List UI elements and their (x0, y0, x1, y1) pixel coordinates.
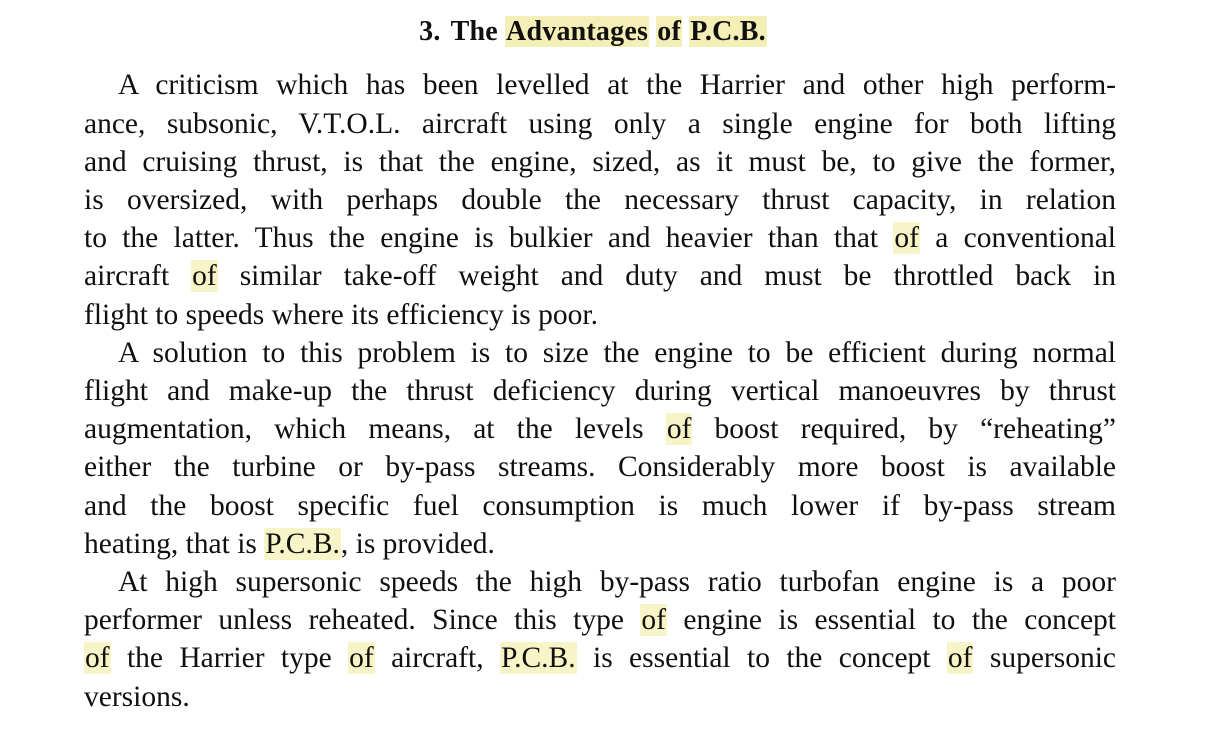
paragraph-indent (84, 334, 118, 372)
highlighted-text: of (641, 604, 666, 637)
paragraph-2 (84, 334, 1116, 563)
highlighted-text: P.C.B. (265, 527, 340, 560)
heading-highlight-of: of (657, 16, 681, 47)
plain-text: engine is essential to the concept (666, 604, 1116, 637)
heading-text-before: The (450, 16, 498, 47)
plain-text: the Harrier type (110, 642, 349, 675)
highlighted-text: of (349, 642, 374, 675)
text-line (84, 257, 1116, 295)
paragraph-indent (84, 563, 118, 601)
highlighted-text: of (666, 413, 692, 446)
text-line (84, 296, 1116, 334)
text-line (84, 563, 1116, 601)
plain-text: a conventional (919, 222, 1116, 255)
plain-text: ance, subsonic, V.T.O.L. aircraft using only a single engine for both lifting (84, 107, 1116, 140)
highlighted-text: of (192, 260, 217, 293)
highlighted-text: of (947, 642, 973, 675)
plain-text: supersonic (973, 642, 1117, 675)
paragraph-1 (84, 66, 1116, 333)
highlighted-text: of (85, 642, 110, 675)
plain-text: flight and make-up the thrust deficiency during vertical manoeuvres by thrust (84, 375, 1116, 408)
plain-text: versions. (84, 680, 190, 713)
text-line (84, 448, 1116, 486)
text-line (84, 410, 1116, 448)
section-number: 3. (419, 16, 441, 47)
paragraph-indent (84, 66, 118, 104)
plain-text: to the latter. Thus the engine is bulkier and heavier than that (84, 222, 894, 255)
text-line (84, 219, 1116, 257)
plain-text: and the boost specific fuel consumption is much lower if by-pass stream (84, 489, 1116, 522)
text-line (84, 601, 1116, 639)
paragraph-container (84, 66, 1116, 715)
plain-text: aircraft, (374, 642, 500, 675)
text-line (84, 143, 1116, 181)
plain-text: performer unless reheated. Since this type (84, 604, 641, 637)
text-line (84, 525, 1116, 563)
plain-text: similar take-off weight and duty and must be throttled back in (217, 260, 1116, 293)
text-line (84, 105, 1116, 143)
text-line (84, 678, 1116, 716)
section-heading (84, 14, 1116, 50)
text-line (84, 181, 1116, 219)
plain-text: is essential to the concept (576, 642, 947, 675)
plain-text: At high supersonic speeds the high by-pass ratio turbofan engine is a poor (118, 566, 1116, 599)
plain-text: and cruising thrust, is that the engine, sized, as it must be, to give the former, (84, 145, 1116, 178)
body-text (84, 66, 1116, 715)
plain-text: either the turbine or by-pass streams. Considerably more boost is available (84, 451, 1116, 484)
plain-text: aircraft (84, 260, 192, 293)
highlighted-text: P.C.B. (500, 642, 576, 675)
text-line (84, 487, 1116, 525)
plain-text: boost required, by “reheating” (692, 413, 1116, 446)
text-line (84, 372, 1116, 410)
plain-text: augmentation, which means, at the levels (84, 413, 666, 446)
paragraph-3 (84, 563, 1116, 716)
heading-highlight-pcb: P.C.B. (690, 16, 766, 47)
heading-highlight-advantages: Advantages (506, 16, 649, 47)
plain-text: is oversized, with perhaps double the necessary thrust capacity, in relation (84, 184, 1116, 216)
plain-text: , is provided. (340, 527, 495, 560)
plain-text: flight to speeds where its efficiency is poor. (84, 298, 598, 331)
text-line (84, 66, 1116, 104)
highlighted-text: of (894, 222, 919, 255)
plain-text: heating, that is (84, 527, 265, 560)
plain-text: A criticism which has been levelled at the Harrier and other high perform- (118, 69, 1116, 102)
text-line (84, 334, 1116, 372)
text-line (84, 639, 1116, 677)
plain-text: A solution to this problem is to size the engine to be efficient during normal (118, 336, 1116, 369)
